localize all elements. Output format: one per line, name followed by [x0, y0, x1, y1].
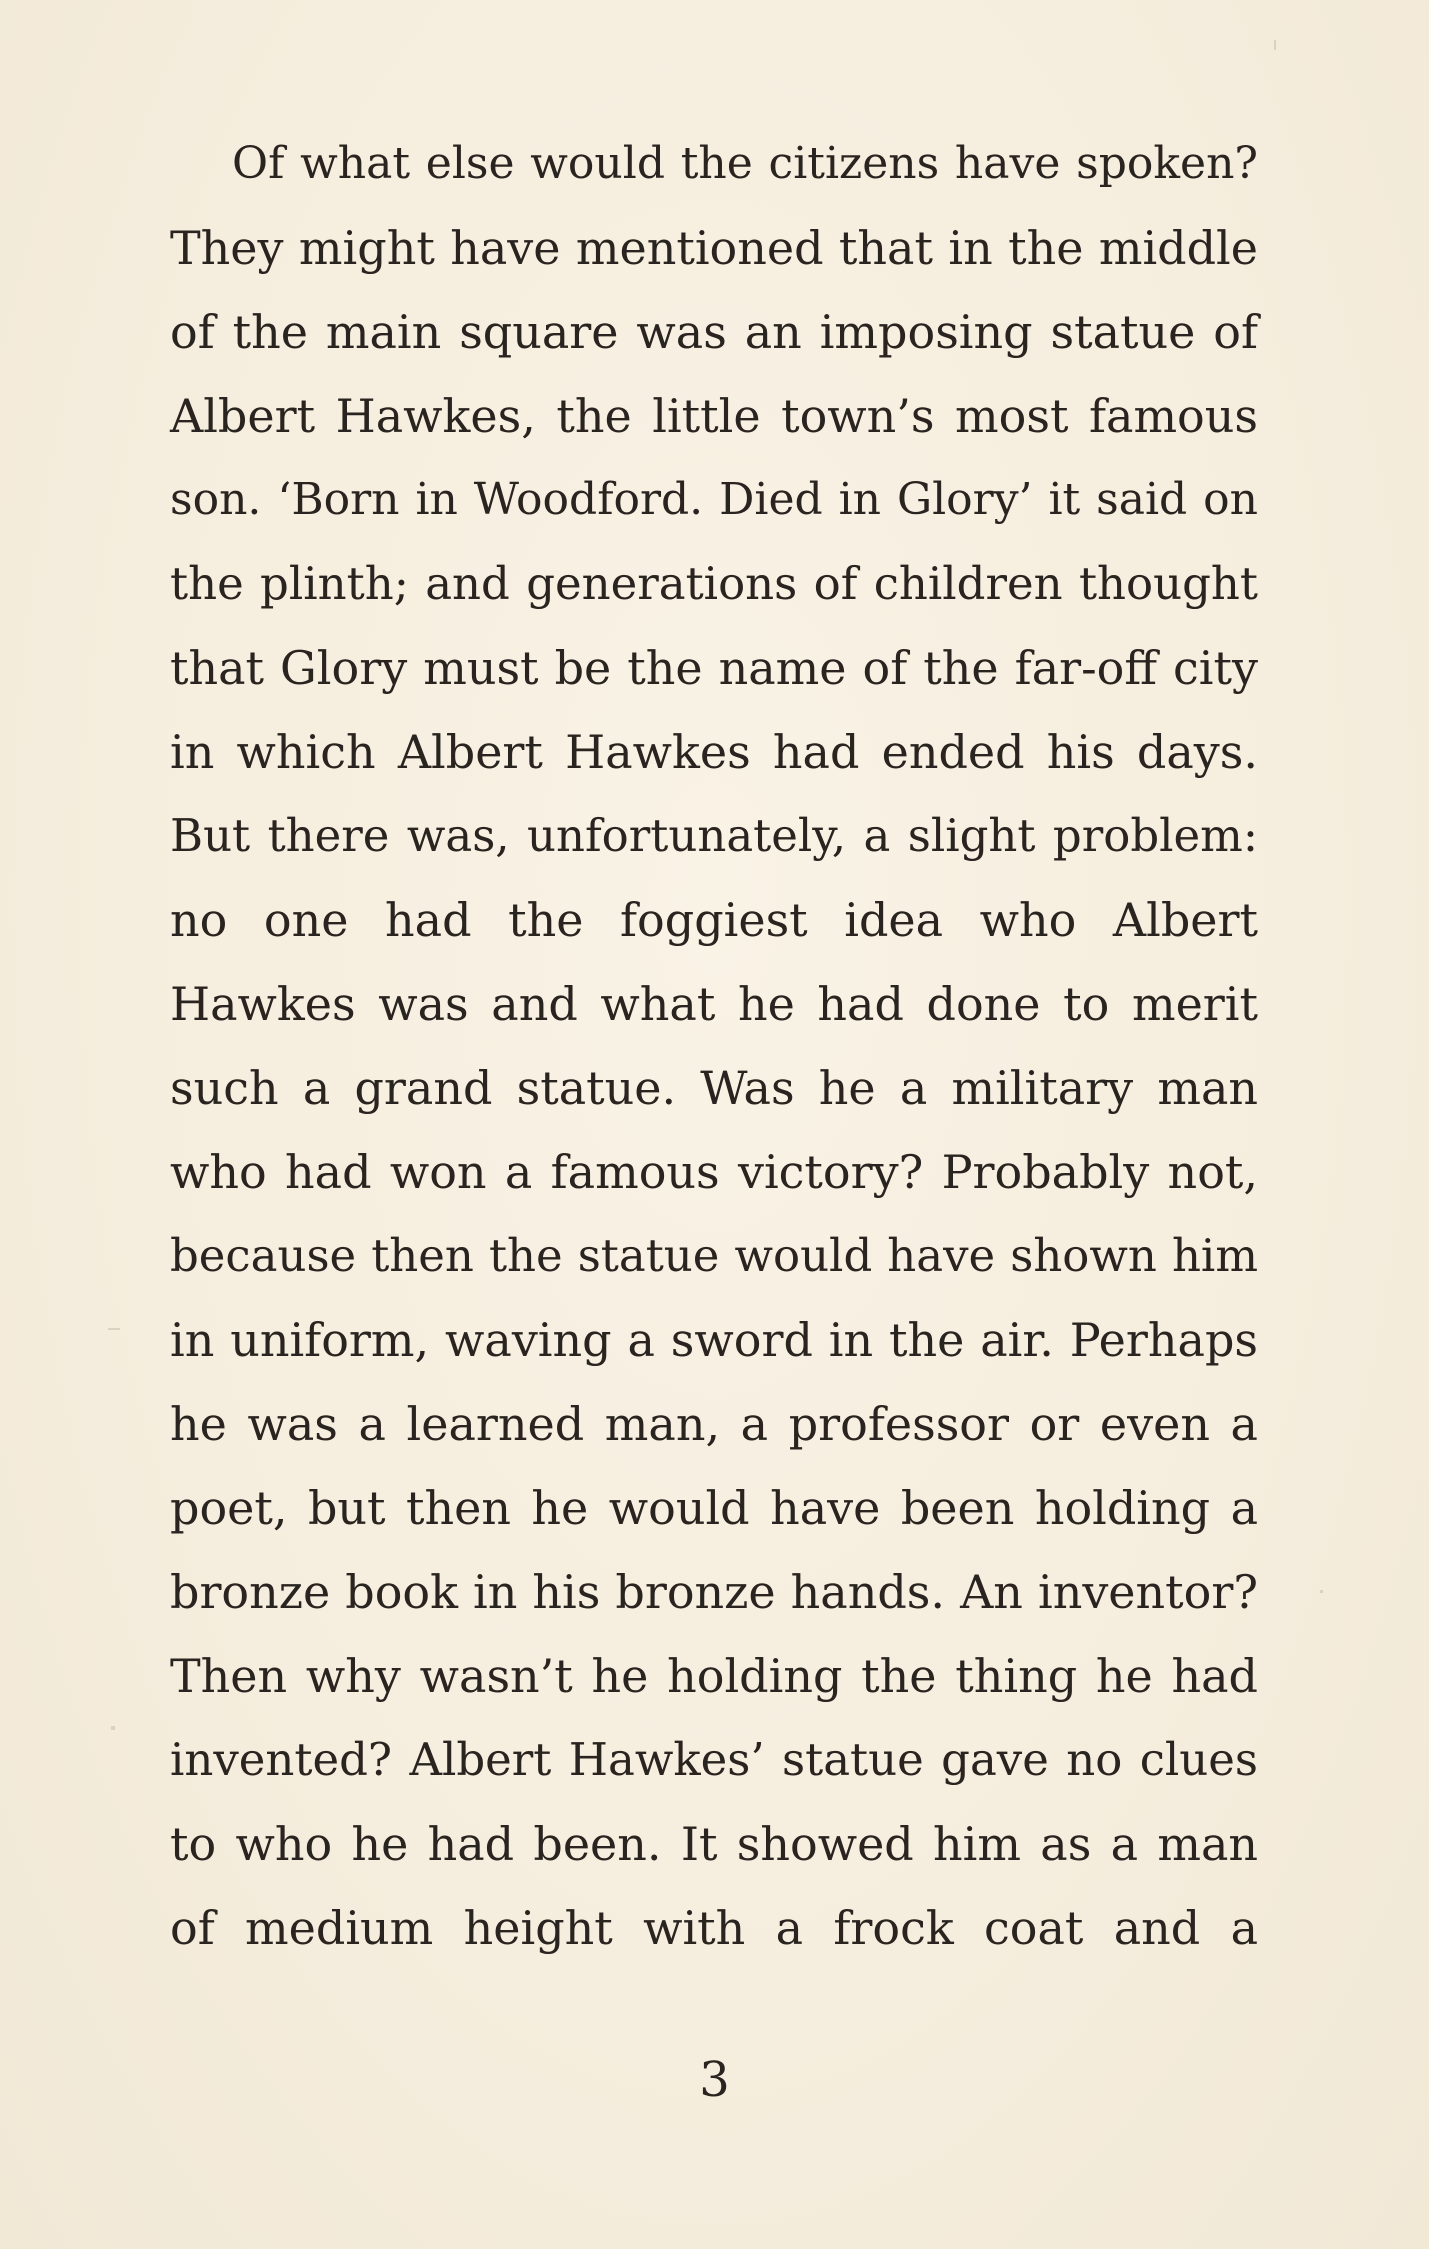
text-line: no one had the foggiest idea who Albert [170, 893, 1258, 947]
text-line: They might have mentioned that in the middle [170, 221, 1258, 275]
text-line: who had won a famous victory? Probably not, [170, 1145, 1258, 1199]
paper-speck [1274, 40, 1276, 50]
text-line: to who he had been. It showed him as a man [170, 1817, 1258, 1871]
text-line: poet, but then he would have been holding a [170, 1481, 1258, 1535]
text-line: But there was, unfortunately, a slight problem: [170, 809, 1258, 862]
text-line: son. ‘Born in Woodford. Died in Glory’ it said on [170, 474, 1258, 525]
text-line: Of what else would the citizens have spoken? [232, 138, 1258, 189]
text-line: in which Albert Hawkes had ended his days. [170, 725, 1258, 779]
text-line: Hawkes was and what he had done to merit [170, 977, 1258, 1031]
text-line: bronze book in his bronze hands. An inventor? [170, 1565, 1258, 1619]
text-line: the plinth; and generations of children thought [170, 557, 1258, 610]
text-line: that Glory must be the name of the far-off city [170, 641, 1258, 695]
text-line: of medium height with a frock coat and a [170, 1901, 1258, 1955]
body-text [170, 122, 1258, 1970]
paper-speck [111, 1726, 115, 1730]
text-line: such a grand statue. Was he a military man [170, 1061, 1258, 1115]
text-line: Albert Hawkes, the little town’s most famous [170, 389, 1258, 443]
text-line: Then why wasn’t he holding the thing he had [170, 1649, 1258, 1703]
paper-speck [108, 1328, 120, 1330]
page-number: 3 [699, 2052, 730, 2108]
text-line: invented? Albert Hawkes’ statue gave no clues [170, 1733, 1258, 1786]
text-line: because then the statue would have shown him [170, 1229, 1258, 1282]
paper-speck [1320, 1590, 1323, 1593]
text-line: of the main square was an imposing statue of [170, 305, 1258, 359]
text-line: he was a learned man, a professor or even a [170, 1397, 1258, 1451]
text-line: in uniform, waving a sword in the air. Perhaps [170, 1313, 1258, 1367]
